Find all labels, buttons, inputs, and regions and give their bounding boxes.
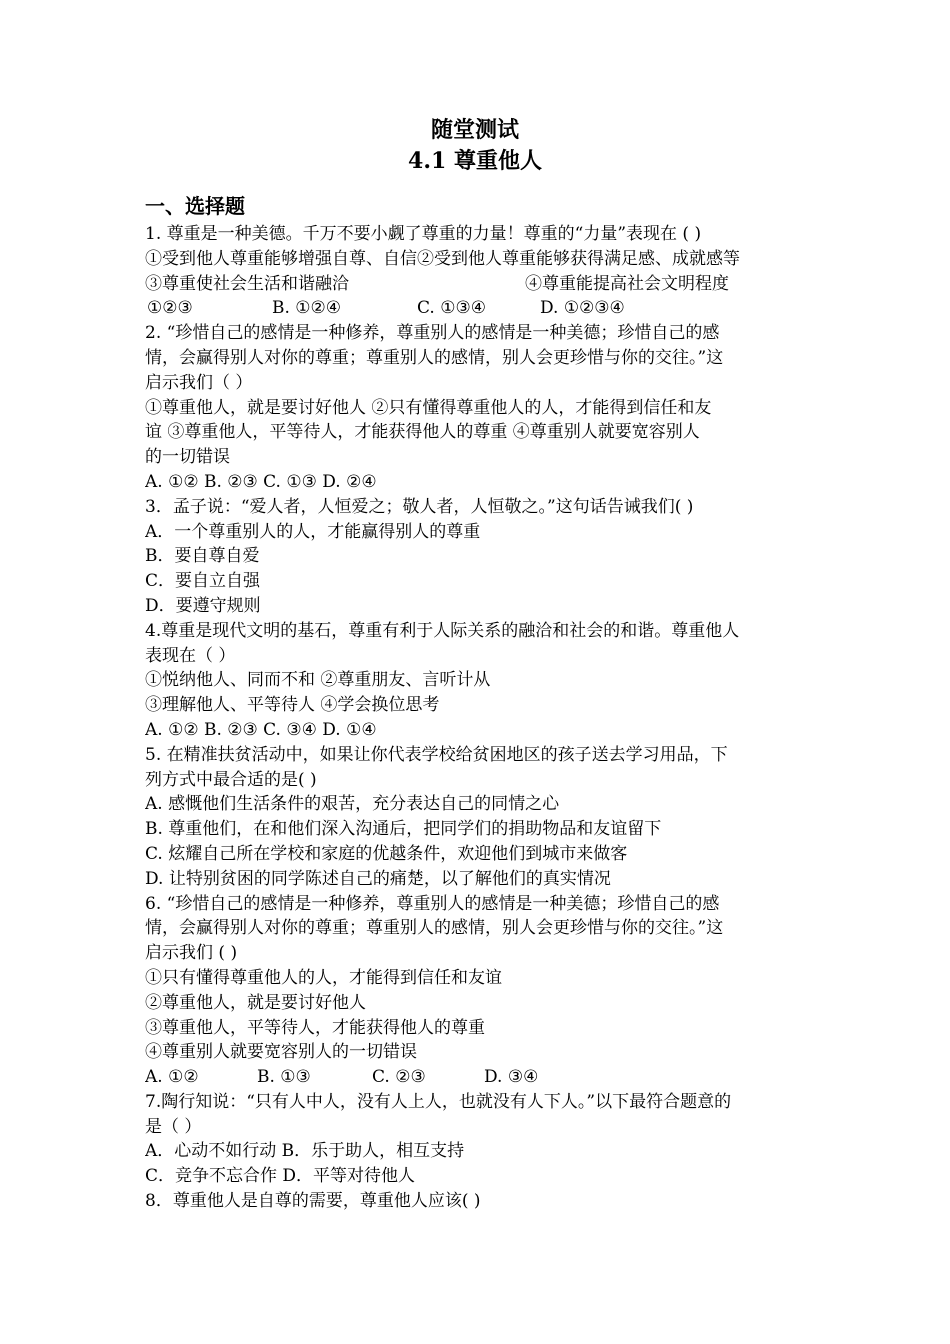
question-5-stem-line-2: 列方式中最合适的是( )	[145, 769, 317, 790]
question-3-stem: 3．孟子说：“爱人者，人恒爱之；敬人者，人恒敬之。”这句话告诫我们( )	[145, 496, 694, 517]
question-2-statements-line-1: ①尊重他人，就是要讨好他人 ②只有懂得尊重他人的人，才能得到信任和友	[145, 397, 712, 418]
question-6-option-c: C. ②③	[372, 1067, 426, 1088]
question-6-option-a: A. ①②	[145, 1067, 199, 1088]
question-1-option-a: ①②③	[147, 298, 193, 319]
question-2-statements-line-2: 谊 ③尊重他人，平等待人，才能获得他人的尊重 ④尊重别人就要宽容别人	[145, 422, 700, 443]
question-5-option-d: D. 让特别贫困的同学陈述自己的痛楚，以了解他们的真实情况	[145, 868, 611, 889]
question-5-option-a: A. 感慨他们生活条件的艰苦，充分表达自己的同情之心	[145, 794, 560, 815]
question-6-statement-2: ②尊重他人，就是要讨好他人	[145, 992, 366, 1013]
question-6-options	[145, 1065, 810, 1090]
question-6-option-b: B. ①③	[257, 1067, 311, 1088]
document-subtitle: 4.1 尊重他人	[408, 148, 542, 174]
question-6-statement-3: ③尊重他人，平等待人，才能获得他人的尊重	[145, 1017, 485, 1038]
question-1-option-b: B. ①②④	[272, 298, 342, 319]
question-5-stem-line-1: 5. 在精准扶贫活动中，如果让你代表学校给贫困地区的孩子送去学习用品，下	[145, 744, 728, 765]
question-3-option-c: C．要自立自强	[145, 571, 261, 592]
question-1-statement-4: ④尊重能提高社会文明程度	[525, 273, 729, 294]
question-3-option-d: D．要遵守规则	[145, 595, 261, 616]
question-4-options: A. ①② B. ②③ C. ③④ D. ①④	[145, 719, 377, 740]
question-4-stem-line-1: 4.尊重是现代文明的基石，尊重有利于人际关系的融洽和社会的和谐。尊重他人	[145, 620, 740, 641]
document-title: 随堂测试	[430, 117, 519, 143]
question-7-options-c-d: C．竞争不忘合作 D．平等对待他人	[145, 1166, 416, 1187]
question-1-options	[145, 296, 810, 321]
question-1-statements-b	[145, 272, 810, 297]
question-6-option-d: D. ③④	[484, 1067, 539, 1088]
question-2-options: A. ①② B. ②③ C. ①③ D. ②④	[145, 471, 377, 492]
question-8-stem: 8．尊重他人是自尊的需要，尊重他人应该( )	[145, 1191, 481, 1212]
question-6-stem-line-3: 启示我们 ( )	[145, 943, 238, 964]
question-4-stem-line-2: 表现在（ ）	[145, 645, 236, 666]
question-1-option-c: C. ①③④	[417, 298, 486, 319]
question-2-stem-line-3: 启示我们（ ）	[145, 372, 253, 393]
question-7-stem-line-2: 是（ ）	[145, 1116, 202, 1137]
question-3-option-a: A．一个尊重别人的人，才能赢得别人的尊重	[145, 521, 481, 542]
question-6-statement-4: ④尊重别人就要宽容别人的一切错误	[145, 1042, 417, 1063]
question-3-option-b: B．要自尊自爱	[145, 546, 260, 567]
question-1-option-d: D. ①②③④	[540, 298, 625, 319]
question-4-statements-a: ①悦纳他人、同而不和 ②尊重朋友、言听计从	[145, 670, 491, 691]
question-1-statements-a: ①受到他人尊重能够增强自尊、自信②受到他人尊重能够获得满足感、成就感等	[145, 248, 740, 269]
question-7-options-a-b: A．心动不如行动 B．乐于助人，相互支持	[145, 1141, 465, 1162]
question-5-option-b: B. 尊重他们，在和他们深入沟通后，把同学们的捐助物品和友谊留下	[145, 819, 662, 840]
question-1-statement-3: ③尊重使社会生活和谐融洽	[145, 273, 349, 294]
question-7-stem-line-1: 7.陶行知说：“只有人中人，没有人上人，也就没有人下人。”以下最符合题意的	[145, 1091, 732, 1112]
question-list	[145, 222, 810, 1214]
question-6-stem-line-1: 6. “珍惜自己的感情是一种修养，尊重别人的感情是一种美德；珍惜自己的感	[145, 893, 720, 914]
question-6-stem-line-2: 情，会赢得别人对你的尊重；尊重别人的感情，别人会更珍惜与你的交往。”这	[145, 918, 724, 939]
question-6-statement-1: ①只有懂得尊重他人的人，才能得到信任和友谊	[145, 967, 502, 988]
question-2-stem-line-2: 情，会赢得别人对你的尊重；尊重别人的感情，别人会更珍惜与你的交往。”这	[145, 347, 724, 368]
question-2-statements-line-3: 的一切错误	[145, 447, 230, 468]
section-heading: 一、选择题	[145, 194, 245, 218]
question-2-stem-line-1: 2. “珍惜自己的感情是一种修养，尊重别人的感情是一种美德；珍惜自己的感	[145, 323, 720, 344]
question-1-stem: 1. 尊重是一种美德。千万不要小觑了尊重的力量！尊重的“力量”表现在 ( )	[145, 224, 702, 244]
question-5-option-c: C. 炫耀自己所在学校和家庭的优越条件，欢迎他们到城市来做客	[145, 843, 628, 864]
question-4-statements-b: ③理解他人、平等待人 ④学会换位思考	[145, 695, 440, 716]
